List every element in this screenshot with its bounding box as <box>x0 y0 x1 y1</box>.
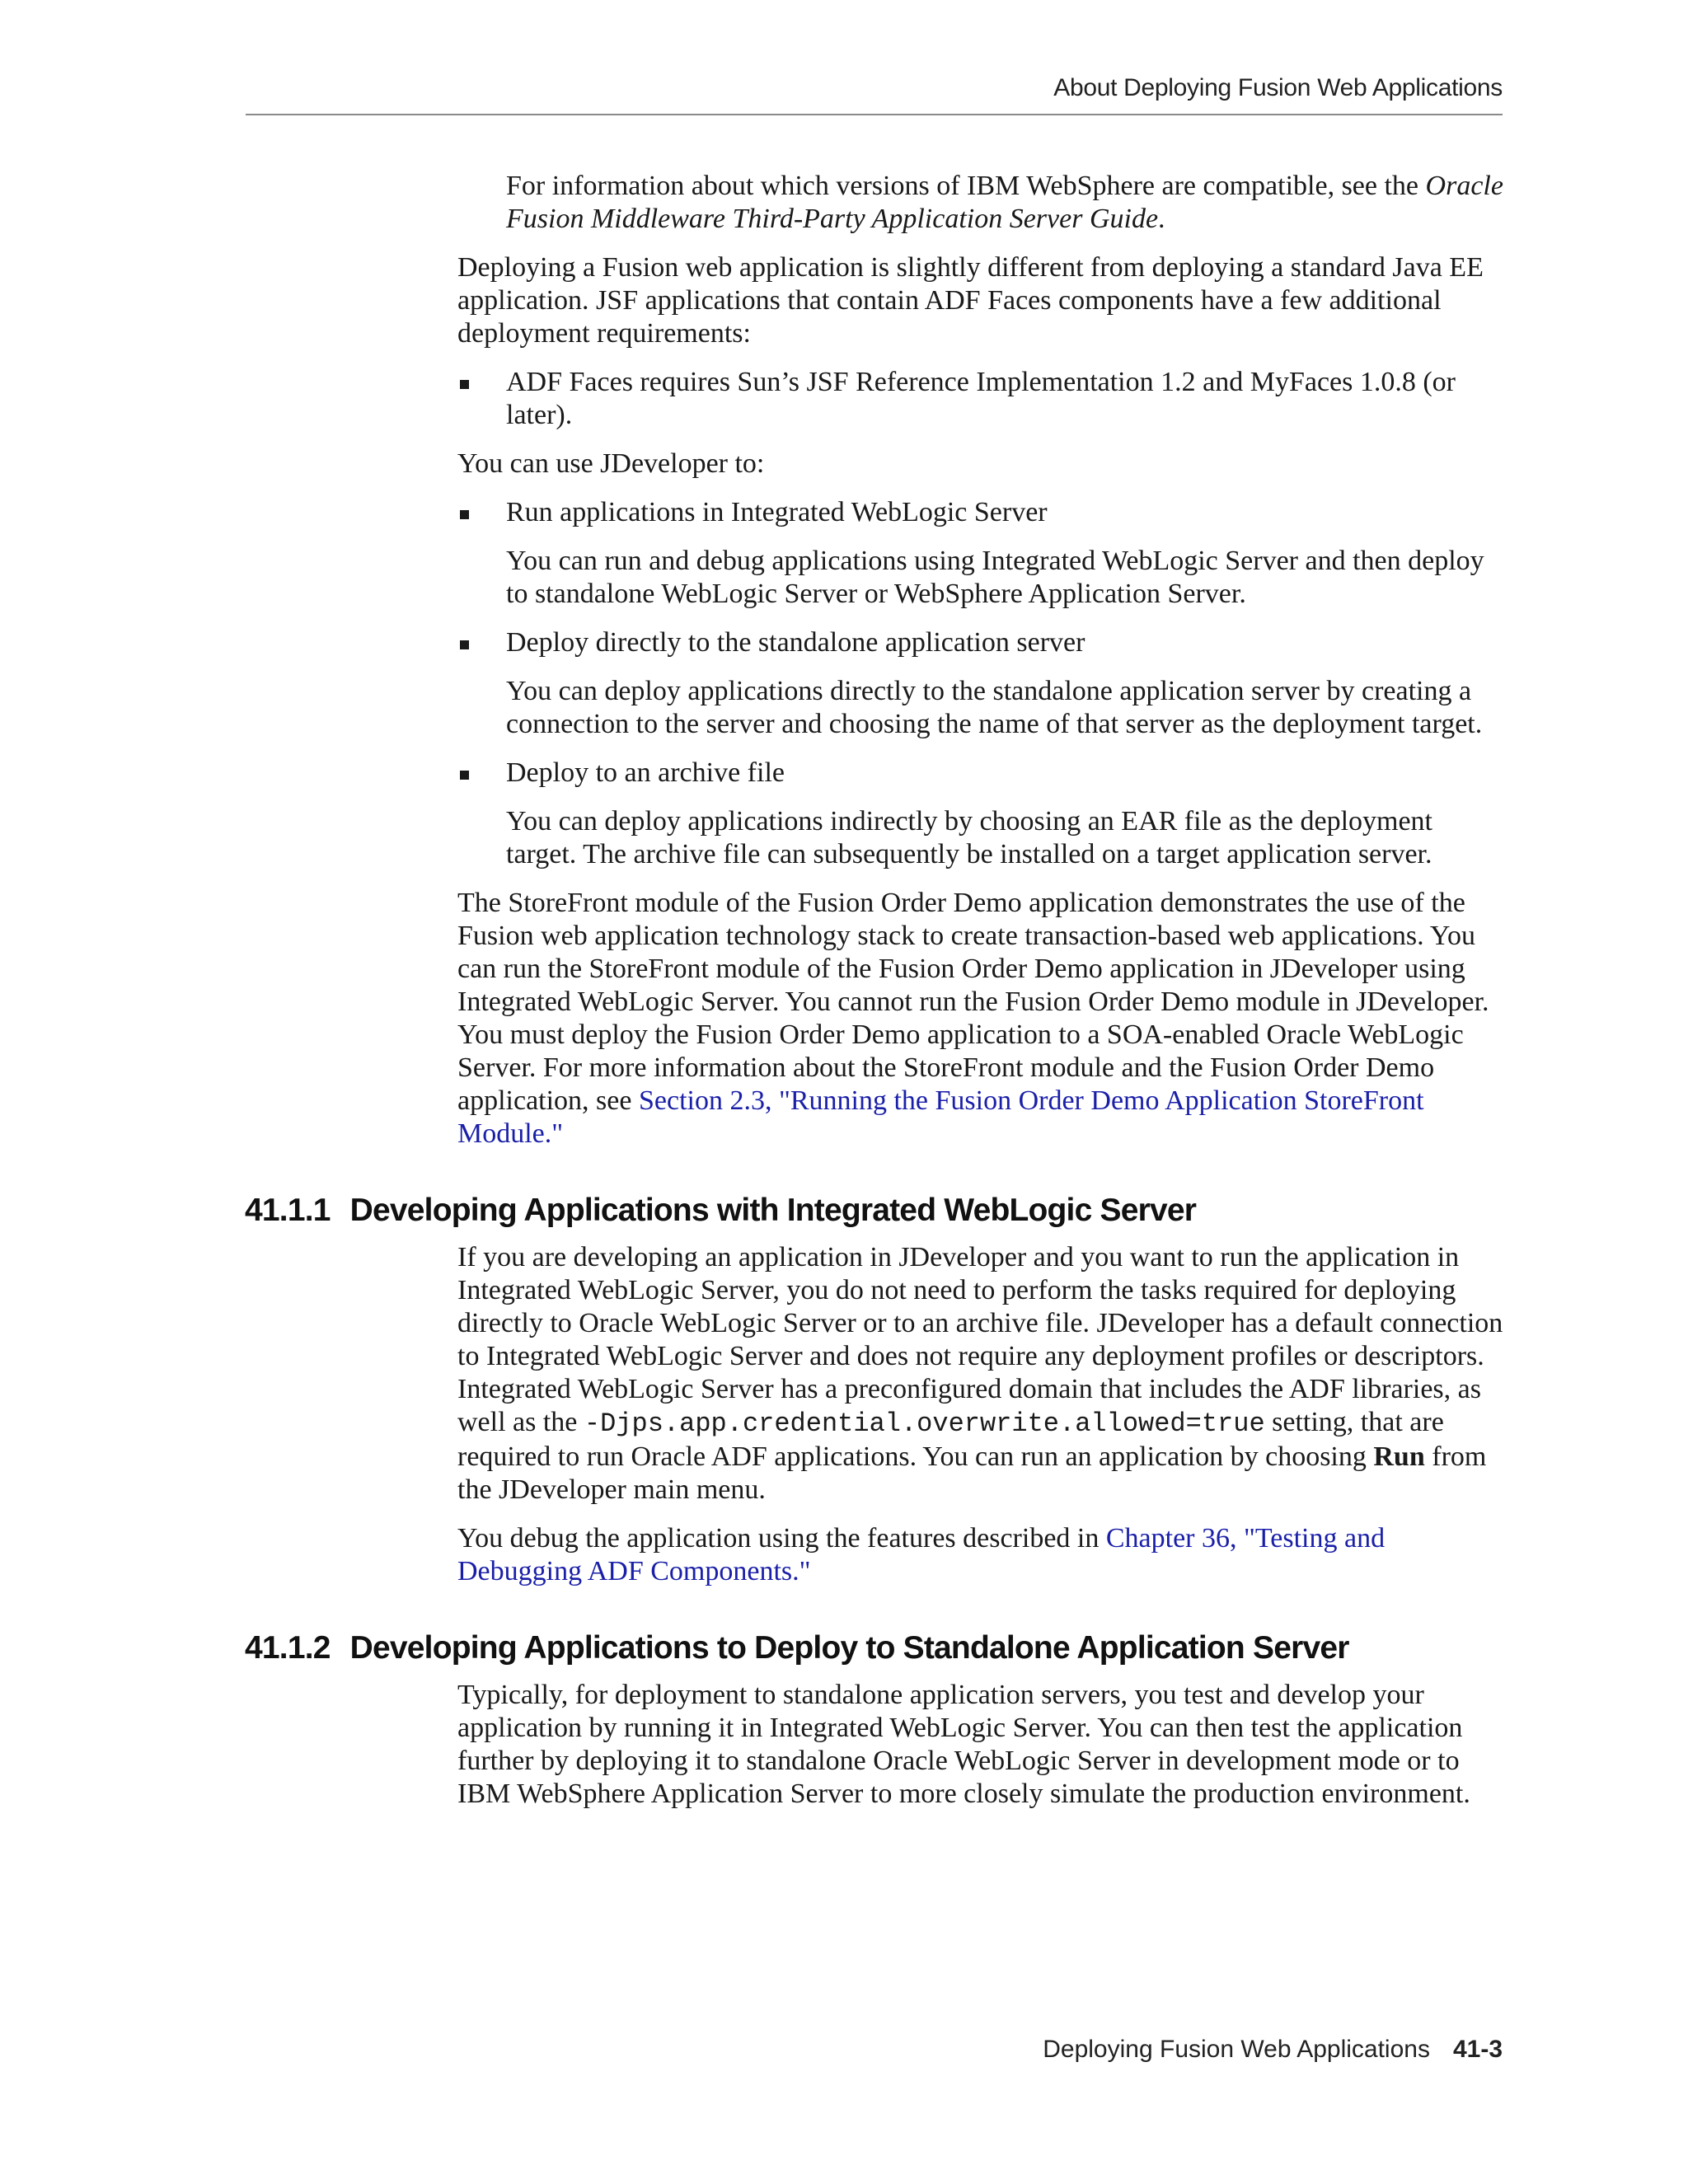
running-header: About Deploying Fusion Web Applications <box>1053 74 1503 101</box>
list-item <box>457 626 1504 659</box>
section-title: Developing Applications with Integrated WebLogic Server <box>349 1193 1197 1228</box>
websphere-note-text: For information about which versions of IBM WebSphere are compatible, see the <box>506 171 1426 201</box>
page-body <box>245 170 1504 1826</box>
list-item-text: ADF Faces requires Sun’s JSF Reference Implementation 1.2 and MyFaces 1.0.8 (or later). <box>506 367 1456 430</box>
bullet-square-icon <box>460 510 469 519</box>
standalone-paragraph: Typically, for deployment to standalone application servers, you test and develop your application by running it in Integrated WebLogic Server. You can then test the application further by deploying it to standalone Oracle WebLogic Server in development mode or to IBM WebSphere Application Server to more closely simulate the production environment. <box>457 1680 1470 1809</box>
section-heading-41-1-1 <box>245 1192 1504 1230</box>
use-jdeveloper-paragraph: You can use JDeveloper to: <box>457 448 765 479</box>
requirements-list <box>457 366 1504 432</box>
deploying-intro-paragraph: Deploying a Fusion web application is slightly different from deploying a standard Java EE application. JSF applications that contain ADF Faces components have a few additional deployment requirements: <box>457 252 1484 349</box>
paragraph-text: setting, that are required to run Oracle ADF applications. You can run an application by choosing <box>457 1407 1444 1472</box>
list-item-text: Run applications in Integrated WebLogic Server <box>506 497 1048 527</box>
paragraph-text: You debug the application using the features described in <box>457 1523 1106 1554</box>
section-heading-41-1-2 <box>245 1629 1504 1667</box>
bullet-square-icon <box>460 771 469 780</box>
run-description: You can run and debug applications using Integrated WebLogic Server and then deploy to standalone WebLogic Server or WebSphere Application Server. <box>506 546 1484 609</box>
section-number: 41.1.2 <box>245 1630 331 1666</box>
integrated-weblogic-paragraph <box>457 1241 1504 1507</box>
archive-description: You can deploy applications indirectly by choosing an EAR file as the deployment target. The archive file can subsequently be installed on a target application server. <box>506 806 1432 869</box>
page-footer <box>1043 2036 1503 2064</box>
bullet-square-icon <box>460 380 469 389</box>
page-number: 41-3 <box>1452 2036 1503 2063</box>
footer-chapter-title: Deploying Fusion Web Applications <box>1043 2036 1430 2063</box>
list-item-text: Deploy directly to the standalone application server <box>506 627 1085 658</box>
debug-paragraph <box>457 1522 1504 1588</box>
websphere-note-end: . <box>1158 204 1165 234</box>
section-title: Developing Applications to Deploy to Standalone Application Server <box>349 1630 1349 1666</box>
storefront-paragraph <box>457 887 1504 1151</box>
paragraph-text: If you are developing an application in JDeveloper and you want to run the application in Integrated WebLogic Server, you do not need to perform the tasks required for deploying directly to Oracle WebLogic Server or to an archive file. JDeveloper has a default connection to Integrated WebLogic Server and does not require any deployment profiles or descriptors. Integrated WebLogic Server has a preconfigured domain that includes the ADF libraries, as well as the <box>457 1242 1503 1437</box>
guide-title: Oracle Fusion Middleware Third-Party Application Server Guide <box>506 171 1503 234</box>
list-item <box>457 496 1504 529</box>
chapter-36-link[interactable]: Chapter 36, "Testing and Debugging ADF Components." <box>457 1523 1386 1586</box>
run-menu-label: Run <box>1373 1441 1425 1472</box>
paragraph-text: from the JDeveloper main menu. <box>457 1441 1487 1505</box>
jdeveloper-options-list <box>457 496 1504 529</box>
bullet-square-icon <box>460 640 469 649</box>
list-item-text: Deploy to an archive file <box>506 757 785 788</box>
header-rule <box>246 114 1503 115</box>
jdeveloper-options-list-3 <box>457 757 1504 790</box>
list-item <box>457 757 1504 790</box>
jdeveloper-options-list-2 <box>457 626 1504 659</box>
websphere-note <box>506 170 1504 236</box>
deploy-direct-description: You can deploy applications directly to the standalone application server by creating a connection to the server and choosing the name of that server as the deployment target. <box>506 676 1483 739</box>
jps-setting-code: -Djps.app.credential.overwrite.allowed=true <box>584 1408 1265 1439</box>
list-item <box>457 366 1504 432</box>
storefront-text: The StoreFront module of the Fusion Order Demo application demonstrates the use of the Fusion web application technology stack to create transaction-based web applications. You can run the StoreFront module of the Fusion Order Demo application in JDeveloper using Integrated WebLogic Server. You cannot run the Fusion Order Demo module in JDeveloper. You must deploy the Fusion Order Demo application to a SOA-enabled Oracle WebLogic Server. For more information about the StoreFront module and the Fusion Order Demo application, see <box>457 888 1489 1116</box>
section-number: 41.1.1 <box>245 1193 331 1228</box>
section-2-3-link[interactable]: Section 2.3, "Running the Fusion Order Demo Application StoreFront Module." <box>457 1085 1424 1149</box>
